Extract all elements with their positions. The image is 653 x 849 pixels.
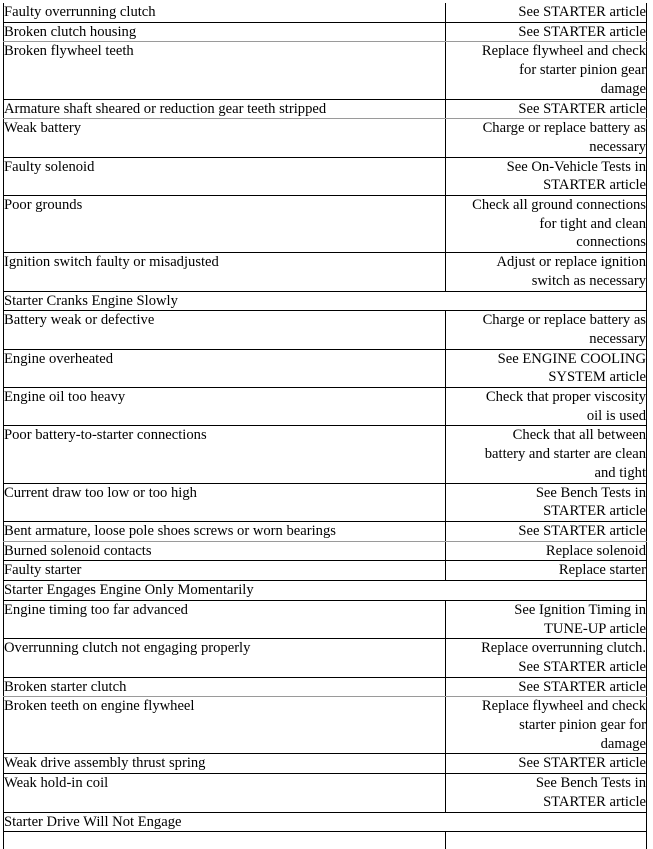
cause-cell: Weak battery [4, 119, 446, 157]
table-row [4, 754, 647, 774]
cause-cell: Weak drive assembly thrust spring [4, 754, 446, 774]
correction-line: Replace overrunning clutch. [481, 640, 646, 657]
table-row [4, 157, 647, 195]
correction-line: See STARTER article [518, 755, 646, 772]
correction-cell [446, 561, 647, 581]
correction-line: Check that proper viscosity [485, 389, 646, 406]
correction-cell [446, 426, 647, 483]
correction-cell [446, 349, 647, 387]
cause-cell: Battery weak or defective [4, 311, 446, 349]
cause-cell: Faulty solenoid [4, 157, 446, 195]
correction-line: and tight [594, 464, 646, 481]
correction-line: Check all ground connections [472, 197, 646, 214]
cause-cell: Engine oil too heavy [4, 388, 446, 426]
correction-line: See Bench Tests in [535, 775, 646, 792]
correction-cell [446, 119, 647, 157]
correction-line: for starter pinion gear [519, 62, 646, 79]
correction-cell [446, 311, 647, 349]
correction-line: Replace solenoid [545, 542, 646, 559]
correction-cell [446, 483, 647, 521]
section-title: Starter Engages Engine Only Momentarily [4, 581, 647, 601]
table-row [4, 561, 647, 581]
correction-line: damage [600, 80, 646, 97]
cause-cell: Broken starter clutch [4, 677, 446, 697]
correction-line: See STARTER article [518, 658, 646, 675]
correction-line: for tight and clean [539, 215, 646, 232]
correction-line: See ENGINE COOLING [497, 350, 646, 367]
correction-cell [446, 677, 647, 697]
cause-cell [4, 832, 446, 849]
cause-cell: Faulty starter [4, 561, 446, 581]
correction-line: See STARTER article [518, 522, 646, 539]
correction-cell [446, 42, 647, 99]
cause-cell: Broken teeth on engine flywheel [4, 697, 446, 754]
correction-line: Charge or replace battery as [482, 120, 646, 137]
table-row [4, 42, 647, 99]
table-row [4, 832, 647, 849]
correction-cell [446, 3, 647, 22]
table-row [4, 774, 647, 812]
correction-line: necessary [589, 330, 646, 347]
correction-line: Check that all between [512, 427, 646, 444]
correction-cell [446, 253, 647, 291]
correction-line: necessary [589, 138, 646, 155]
section-header-row [4, 291, 647, 311]
cause-cell: Ignition switch faulty or misadjusted [4, 253, 446, 291]
correction-line: switch as necessary [531, 272, 646, 289]
correction-line: TUNE-UP article [544, 620, 646, 637]
troubleshooting-table [3, 3, 647, 849]
table-row [4, 521, 647, 541]
correction-cell [446, 521, 647, 541]
correction-line: STARTER article [543, 503, 646, 520]
cause-cell: Faulty overrunning clutch [4, 3, 446, 22]
table-row [4, 196, 647, 253]
correction-line: STARTER article [543, 177, 646, 194]
correction-cell [446, 157, 647, 195]
cause-cell: Broken flywheel teeth [4, 42, 446, 99]
table-row [4, 349, 647, 387]
correction-cell [446, 639, 647, 677]
correction-line: See Ignition Timing in [514, 601, 646, 618]
correction-line: SYSTEM article [548, 369, 646, 386]
cause-cell: Burned solenoid contacts [4, 541, 446, 561]
correction-line: See STARTER article [518, 100, 646, 117]
cause-cell: Bent armature, loose pole shoes screws or worn bearings [4, 521, 446, 541]
cause-cell: Engine timing too far advanced [4, 600, 446, 638]
correction-line: Replace flywheel and check [481, 698, 646, 715]
cause-cell: Armature shaft sheared or reduction gear teeth stripped [4, 99, 446, 119]
correction-line: Replace flywheel and check [481, 43, 646, 60]
cause-cell: Broken clutch housing [4, 22, 446, 42]
correction-line: connections [576, 234, 646, 251]
table-row [4, 99, 647, 119]
section-title: Starter Drive Will Not Engage [4, 812, 647, 832]
cause-cell: Poor battery-to-starter connections [4, 426, 446, 483]
correction-cell [446, 600, 647, 638]
correction-cell [446, 196, 647, 253]
correction-cell [446, 99, 647, 119]
section-header-row [4, 812, 647, 832]
correction-cell [446, 22, 647, 42]
correction-line: See Bench Tests in [535, 484, 646, 501]
correction-line: damage [600, 735, 646, 752]
correction-cell [446, 541, 647, 561]
table-row [4, 483, 647, 521]
cause-cell: Engine overheated [4, 349, 446, 387]
table-row [4, 541, 647, 561]
table-row [4, 426, 647, 483]
correction-cell [446, 697, 647, 754]
correction-line: battery and starter are clean [484, 446, 646, 463]
correction-line: See STARTER article [518, 23, 646, 40]
table-row [4, 3, 647, 22]
section-title: Starter Cranks Engine Slowly [4, 291, 647, 311]
cause-cell: Current draw too low or too high [4, 483, 446, 521]
table-row [4, 697, 647, 754]
correction-line: See On-Vehicle Tests in [506, 158, 646, 175]
correction-line: See STARTER article [518, 678, 646, 695]
table-row [4, 119, 647, 157]
section-header-row [4, 581, 647, 601]
correction-line: STARTER article [543, 793, 646, 810]
correction-line: See STARTER article [518, 4, 646, 20]
correction-line: starter pinion gear for [519, 717, 646, 734]
table-body [4, 3, 647, 849]
table-row [4, 22, 647, 42]
correction-cell [446, 832, 647, 849]
cause-cell: Weak hold-in coil [4, 774, 446, 812]
table-row [4, 639, 647, 677]
table-row [4, 388, 647, 426]
correction-cell [446, 388, 647, 426]
table-row [4, 253, 647, 291]
table-row [4, 677, 647, 697]
cause-cell: Poor grounds [4, 196, 446, 253]
correction-cell [446, 754, 647, 774]
cause-cell: Overrunning clutch not engaging properly [4, 639, 446, 677]
table-row [4, 311, 647, 349]
correction-line: Replace starter [558, 562, 646, 579]
correction-line: Charge or replace battery as [482, 312, 646, 329]
correction-cell [446, 774, 647, 812]
table-container [3, 3, 646, 849]
correction-line: Adjust or replace ignition [496, 254, 646, 271]
correction-line: oil is used [586, 407, 646, 424]
table-row [4, 600, 647, 638]
